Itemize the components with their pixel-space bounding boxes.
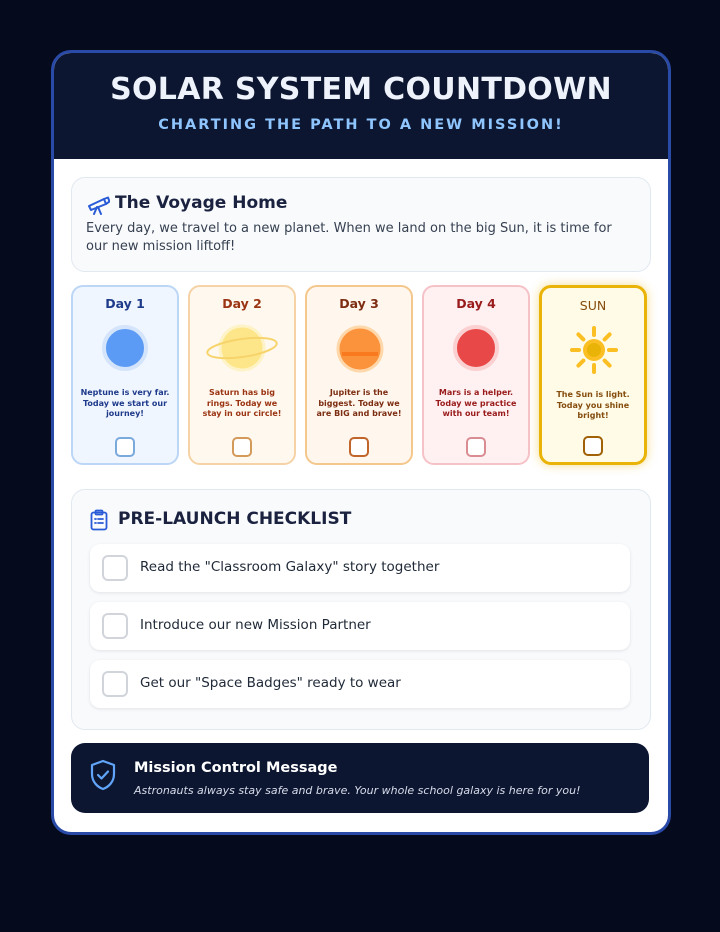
mission-text: Astronauts always stay safe and brave. Your whole school galaxy is here for you!	[134, 784, 581, 797]
mars-planet-icon	[453, 325, 499, 371]
day-card-2	[188, 285, 296, 465]
day-card-4	[422, 285, 530, 465]
voyage-text: Every day, we travel to a new planet. When we land on the big Sun, it is time for our new mission liftoff!	[86, 221, 612, 254]
neptune-planet-icon	[102, 325, 148, 371]
shield-check-icon	[89, 759, 117, 791]
page-title: SOLAR SYSTEM COUNTDOWN	[110, 72, 612, 107]
checklist-checkbox[interactable]	[102, 555, 128, 581]
day-label: Day 3	[339, 296, 379, 311]
day-message: Mars is a helper. Today we practice with our team!	[435, 388, 517, 418]
day-message: Saturn has big rings. Today we stay in our circle!	[202, 388, 282, 418]
checklist-item[interactable]	[90, 544, 630, 592]
checklist-checkbox[interactable]	[102, 613, 128, 639]
jupiter-planet-icon	[336, 325, 384, 373]
saturn-planet-icon	[204, 323, 280, 373]
checklist-checkbox[interactable]	[102, 671, 128, 697]
voyage-panel	[71, 177, 651, 272]
day-label: SUN	[579, 298, 607, 313]
mission-title: Mission Control Message	[134, 760, 338, 776]
checklist-item[interactable]	[90, 602, 630, 650]
day-card-3	[305, 285, 413, 465]
voyage-title: The Voyage Home	[115, 193, 288, 213]
day-card-1	[71, 285, 179, 465]
checklist-item[interactable]	[90, 660, 630, 708]
checklist-item-label: Get our "Space Badges" ready to wear	[140, 675, 401, 691]
telescope-icon	[86, 195, 110, 215]
day-label: Day 2	[222, 296, 262, 311]
header	[54, 53, 668, 159]
day-message: The Sun is light. Today you shine bright!	[556, 390, 630, 420]
sun-checkbox[interactable]	[583, 436, 603, 456]
day-1-checkbox[interactable]	[115, 437, 135, 457]
day-message: Neptune is very far. Today we start our journey!	[80, 388, 170, 418]
page-subtitle: CHARTING THE PATH TO A NEW MISSION!	[158, 117, 564, 133]
sun-icon	[568, 324, 620, 376]
mission-control-message	[71, 743, 649, 813]
pre-launch-checklist	[71, 489, 651, 730]
day-card-sun	[539, 285, 647, 465]
day-label: Day 4	[456, 296, 496, 311]
day-4-checkbox[interactable]	[466, 437, 486, 457]
day-2-checkbox[interactable]	[232, 437, 252, 457]
countdown-card	[51, 50, 671, 835]
checklist-title: PRE-LAUNCH CHECKLIST	[118, 509, 352, 529]
clipboard-icon	[90, 509, 108, 531]
day-message: Jupiter is the biggest. Today we are BIG and brave!	[316, 388, 402, 418]
checklist-item-label: Read the "Classroom Galaxy" story together	[140, 559, 440, 575]
checklist-item-label: Introduce our new Mission Partner	[140, 617, 371, 633]
day-label: Day 1	[105, 296, 145, 311]
day-3-checkbox[interactable]	[349, 437, 369, 457]
